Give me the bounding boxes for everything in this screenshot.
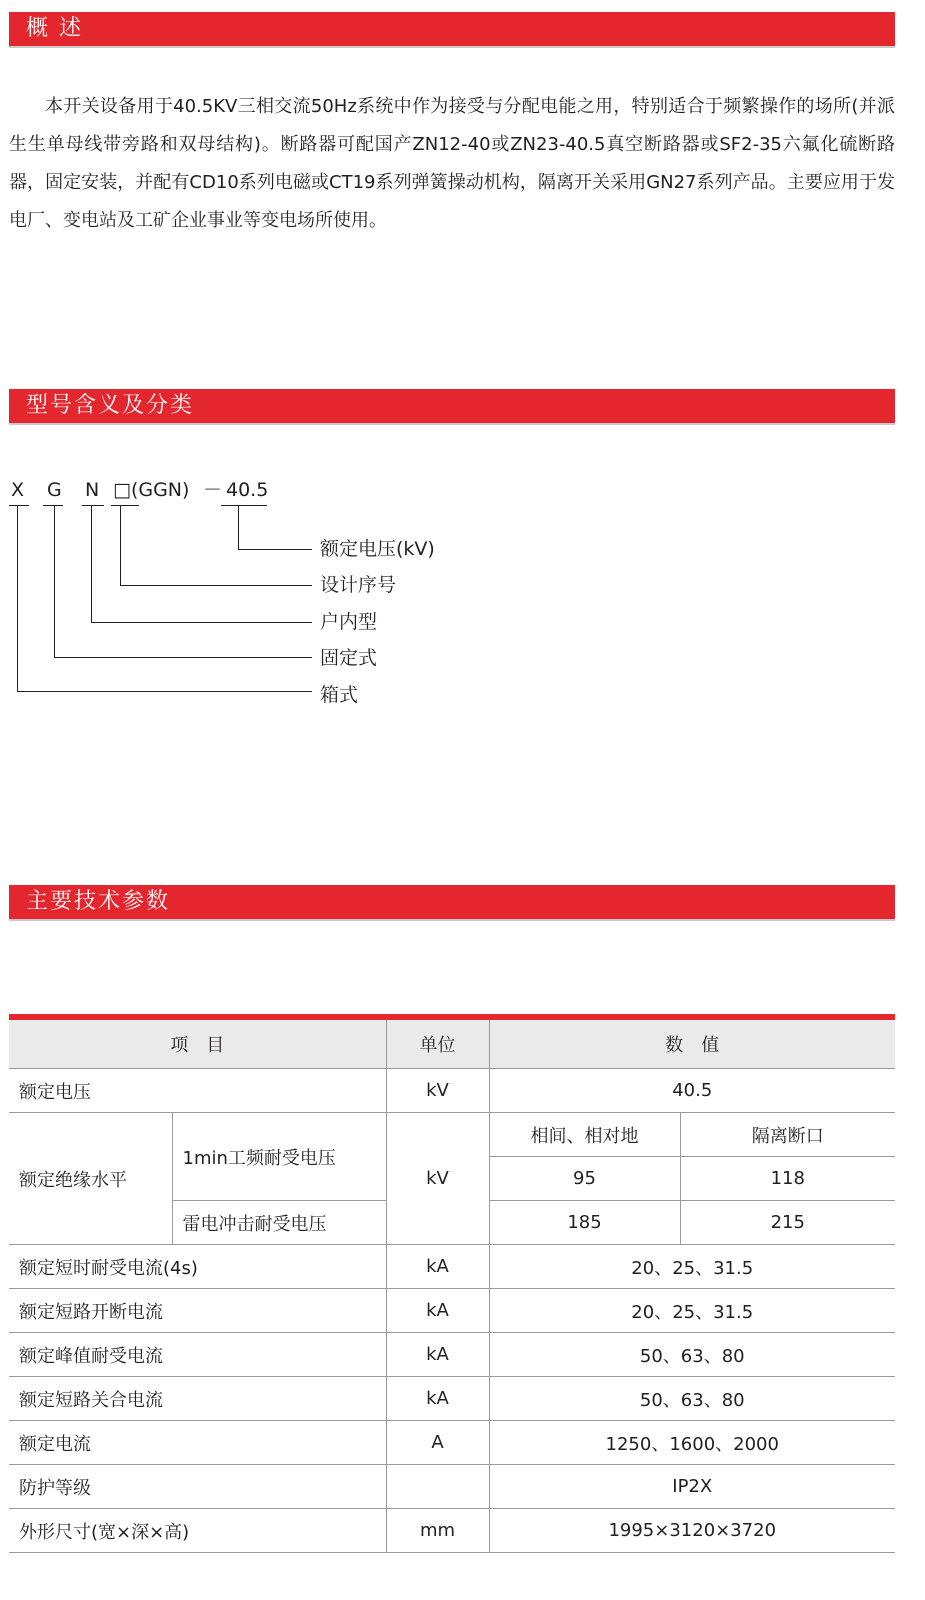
row-name: 外形尺寸(宽×深×高) [9,1509,386,1553]
row-value: 40.5 [489,1069,895,1113]
label-fixed: 固定式 [320,647,378,669]
lead-x [17,505,18,691]
label-box-type: 箱式 [320,684,359,706]
row-unit: A [386,1421,489,1465]
row-value: 20、25、31.5 [489,1245,895,1289]
row-unit: kA [386,1333,489,1377]
spec-table [9,1014,895,1553]
table-row [9,1245,895,1289]
insulation-col2: 隔离断口 [680,1113,895,1157]
code-box-ggn: □(GGN) [113,479,190,501]
code-x: X [11,479,25,501]
underline-box [111,505,139,506]
lightning-name: 雷电冲击耐受电压 [172,1201,386,1245]
row-unit: kA [386,1245,489,1289]
label-design-serial: 设计序号 [320,574,397,596]
header-value: 数 值 [489,1017,895,1069]
power-freq-v2: 118 [680,1157,895,1201]
underline-voltage [221,505,267,506]
row-value: 1995×3120×3720 [489,1509,895,1553]
lead-g [54,505,55,657]
leader-box [120,585,312,586]
code-g: G [47,479,62,501]
row-unit: mm [386,1509,489,1553]
code-dash: － [203,479,223,501]
label-rated-voltage: 额定电压(kV) [320,538,435,560]
table-header-row [9,1017,895,1069]
lightning-v1: 185 [489,1201,680,1245]
row-value: 20、25、31.5 [489,1289,895,1333]
row-value: 50、63、80 [489,1377,895,1421]
table-row [9,1465,895,1509]
row-value: IP2X [489,1465,895,1509]
row-unit: kA [386,1289,489,1333]
row-unit [386,1465,489,1509]
label-indoor: 户内型 [320,611,378,633]
table-row [9,1509,895,1553]
row-name: 额定峰值耐受电流 [9,1333,386,1377]
row-unit: kA [386,1377,489,1421]
row-name: 防护等级 [9,1465,386,1509]
lead-voltage [238,505,239,549]
lead-n [91,505,92,622]
lightning-v2: 215 [680,1201,895,1245]
insulation-name: 额定绝缘水平 [9,1113,172,1245]
table-row [9,1421,895,1465]
leader-g [54,657,312,658]
power-freq-name: 1min工频耐受电压 [172,1113,386,1201]
table-row [9,1289,895,1333]
power-freq-v1: 95 [489,1157,680,1201]
header-item: 项 目 [9,1017,386,1069]
underline-x [9,505,29,506]
table-row [9,1113,895,1157]
row-unit: kV [386,1069,489,1113]
row-name: 额定短路关合电流 [9,1377,386,1421]
code-voltage: 40.5 [226,479,269,501]
overview-title: 概 述 [26,16,83,41]
model-title: 型号含义及分类 [26,393,195,418]
leader-x [17,691,312,692]
row-name: 额定短时耐受电流(4s) [9,1245,386,1289]
insulation-col1: 相间、相对地 [489,1113,680,1157]
model-header-bar [9,389,895,425]
table-row [9,1069,895,1113]
leader-voltage [238,549,312,550]
overview-header-bar [9,12,895,48]
row-value: 1250、1600、2000 [489,1421,895,1465]
row-value: 50、63、80 [489,1333,895,1377]
lead-box [120,505,121,585]
table-row [9,1333,895,1377]
overview-paragraph: 本开关设备用于40.5KV三相交流50Hz系统中作为接受与分配电能之用，特别适合于频繁操作的场所(并派生生单母线带旁路和双母结构)。断路器可配国产ZN12-40或ZN23-40.5真空断路器或SF2-35六氟化硫断路器，固定安装，并配有CD10系列电磁或CT19系列弹簧操动机构，隔离开关采用GN27系列产品。主要应用于发电厂、变电站及工矿企业事业等变电场所使用。 [9,96,895,231]
row-name: 额定电流 [9,1421,386,1465]
params-title: 主要技术参数 [26,889,171,914]
row-name: 额定电压 [9,1069,386,1113]
code-n: N [85,479,100,501]
header-unit: 单位 [386,1017,489,1069]
params-header-bar [9,885,895,921]
leader-n [91,622,312,623]
underline-g [43,505,63,506]
insulation-unit: kV [386,1113,489,1245]
row-name: 额定短路开断电流 [9,1289,386,1333]
underline-n [82,505,104,506]
table-row [9,1377,895,1421]
